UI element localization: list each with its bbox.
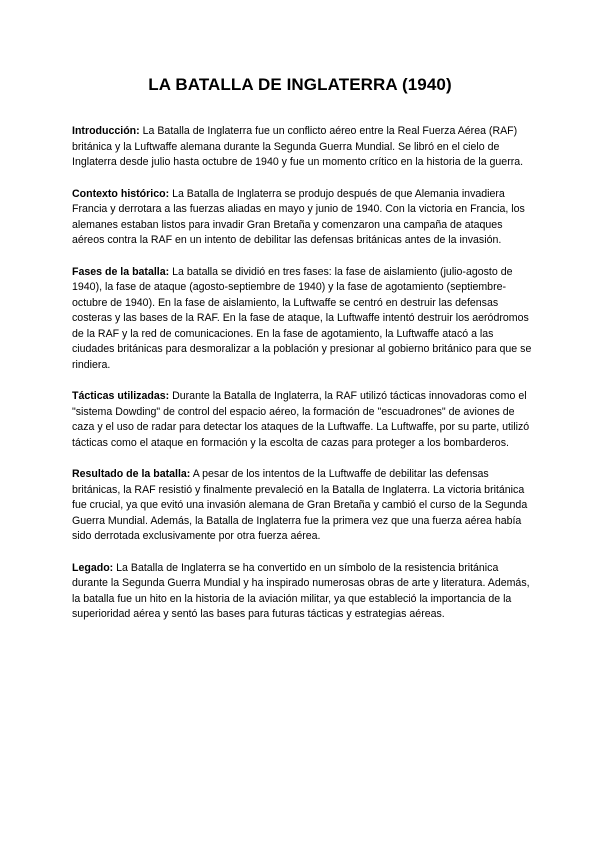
section-heading: Contexto histórico:	[72, 187, 170, 200]
section-text: La batalla se dividió en tres fases: la fase de aislamiento (julio-agosto de 1940), la fase de ataque (agosto-septiembre de 1940) y la fase de agotamiento (septiembre-octubre de 1940). En la fase de aislamiento, la Luftwaffe se centró en destruir las defensas costeras y las bases de la RAF. En la fase de ataque, la Luftwaffe intentó destruir los aeródromos de la RAF y la red de comunicaciones. En la fase de agotamiento, la Luftwaffe atacó a las ciudades británicas para desmoralizar a la población y presionar al gobierno británico para que se rindiera.	[72, 265, 532, 371]
section-text: A pesar de los intentos de la Luftwaffe de debilitar las defensas británicas, la RAF resistió y finalmente prevaleció en la Batalla de Inglaterra. La victoria británica fue crucial, ya que evitó una invasión alemana de Gran Bretaña y cambió el curso de la Segunda Guerra Mundial. Además, la Batalla de Inglaterra fue la primera vez que una fuerza aérea había sido derrotada exclusivamente por otra fuerza aérea.	[72, 468, 528, 542]
section-text: La Batalla de Inglaterra se ha convertido en un símbolo de la resistencia británica durante la Segunda Guerra Mundial y ha inspirado numerosas obras de arte y literatura. Además, la batalla fue un hito en la historia de la aviación militar, ya que estableció la importancia de la superioridad aérea y sentó las bases para futuras tácticas y estrategias aéreas.	[72, 561, 530, 620]
section-contexto-historico	[72, 187, 532, 249]
section-heading: Legado:	[72, 561, 114, 574]
section-heading: Introducción:	[72, 125, 140, 137]
section-legado	[72, 561, 532, 623]
section-heading: Fases de la batalla:	[72, 265, 170, 278]
section-introduccion	[72, 124, 532, 171]
page-title: LA BATALLA DE INGLATERRA (1940)	[148, 75, 452, 94]
section-text: La Batalla de Inglaterra se produjo después de que Alemania invadiera Francia y derrotara a las fuerzas aliadas en mayo y junio de 1940. Con la victoria en Francia, los alemanes estaban listos para invadir Gran Bretaña y comenzaron una campaña de ataques aéreos contra la RAF en un intento de debilitar las defensas británicas antes de la invasión.	[72, 187, 525, 246]
section-tacticas-utilizadas	[72, 389, 532, 451]
section-heading: Tácticas utilizadas:	[72, 390, 170, 402]
section-text: Durante la Batalla de Inglaterra, la RAF utilizó tácticas innovadoras como el "sistema Dowding" de control del espacio aéreo, la formación de "escuadrones" de aviones de caza y el uso de radar para detectar los ataques de la Luftwaffe. La Luftwaffe, por su parte, utilizó tácticas como el ataque en formación y la escolta de cazas para proteger a los bombarderos.	[72, 390, 530, 449]
section-resultado-de-la-batalla	[72, 467, 532, 545]
section-text: La Batalla de Inglaterra fue un conflicto aéreo entre la Real Fuerza Aérea (RAF) británica y la Luftwaffe alemana durante la Segunda Guerra Mundial. Se libró en el cielo de Inglaterra desde julio hasta octubre de 1940 y fue un momento crítico en la historia de la guerra.	[72, 125, 524, 168]
document-body	[72, 124, 532, 639]
section-fases-de-la-batalla	[72, 265, 532, 374]
section-heading: Resultado de la batalla:	[72, 468, 191, 480]
